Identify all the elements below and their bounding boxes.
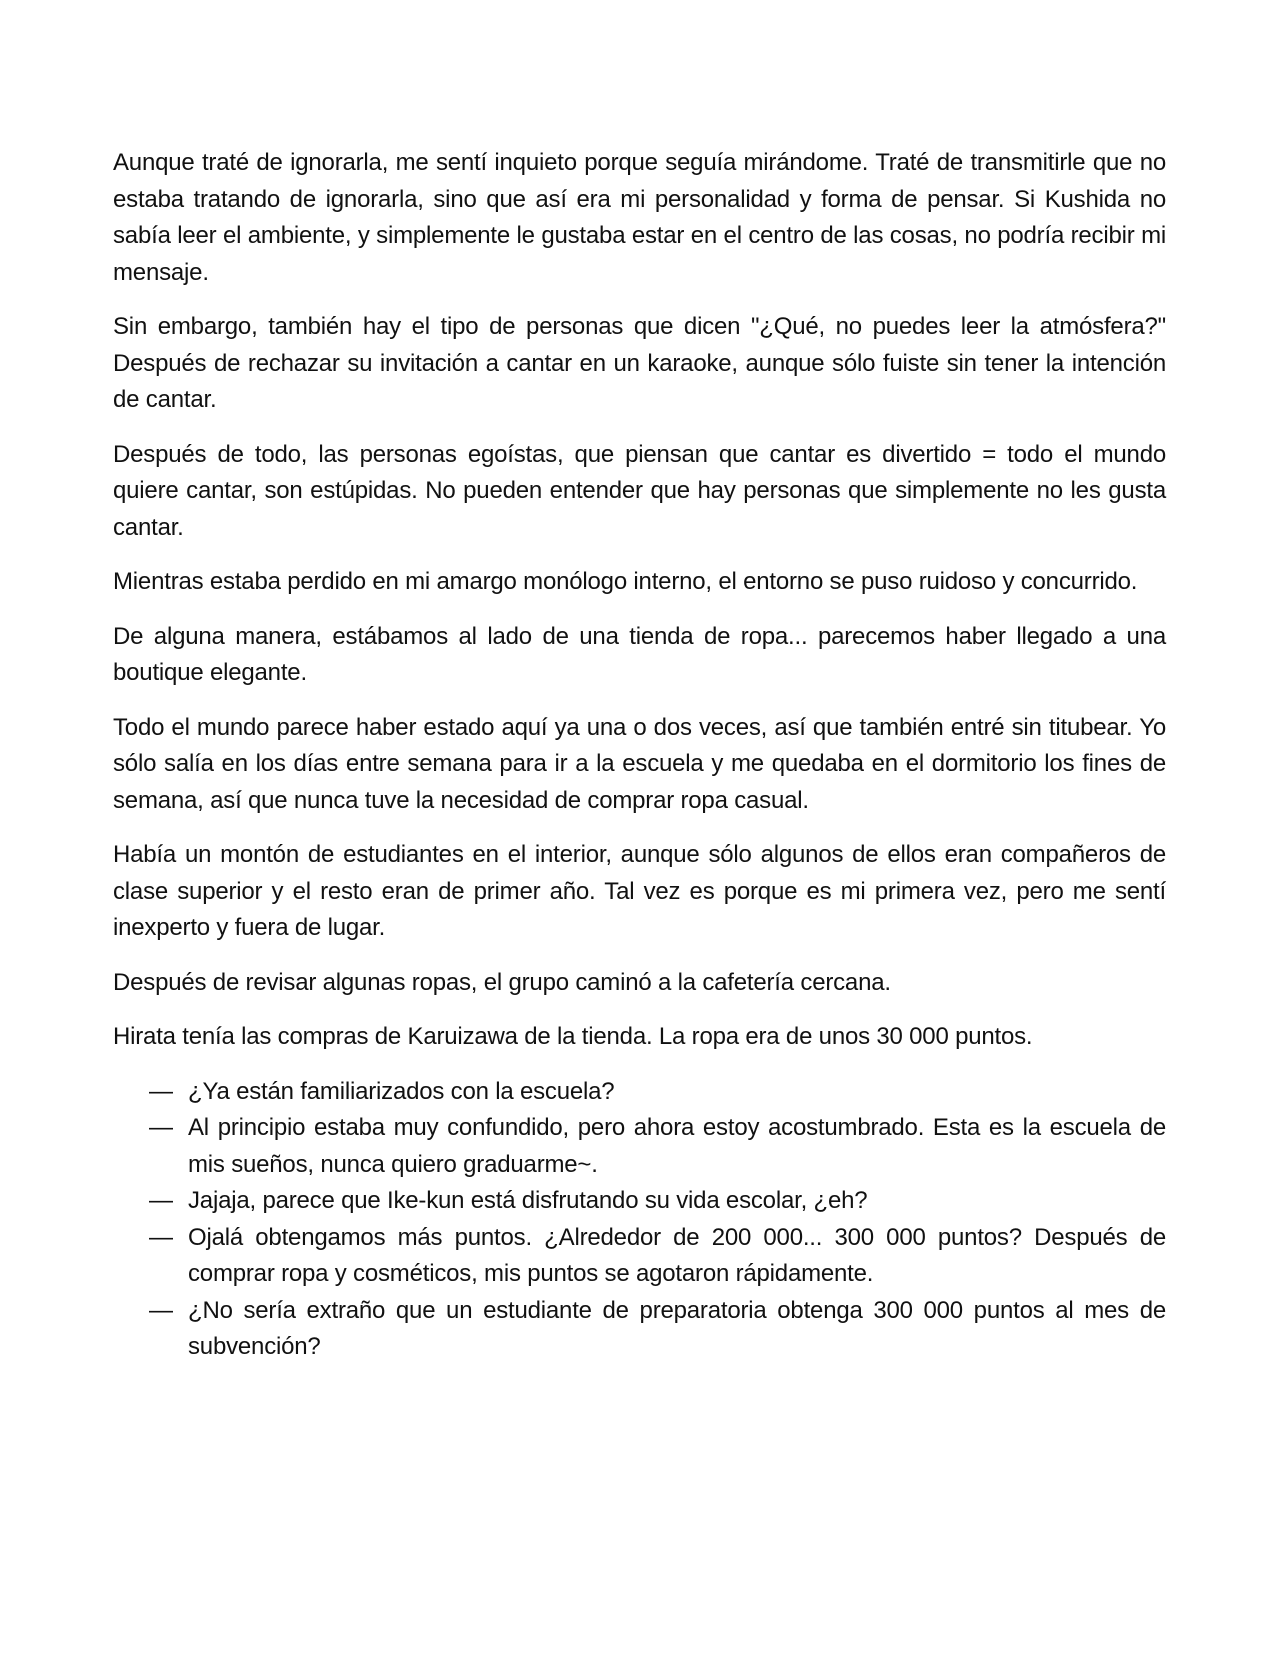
dash-marker: — — [149, 1187, 173, 1214]
dash-marker: — — [149, 1114, 173, 1141]
paragraph: Después de revisar algunas ropas, el grupo caminó a la cafetería cercana. — [113, 968, 891, 996]
paragraph: Después de todo, las personas egoístas, que piensan que cantar es divertido = todo el mundo quiere cantar, son estúpidas. No pueden entender que hay personas que simplemente no les gusta cantar. — [113, 440, 1166, 541]
paragraph: Mientras estaba perdido en mi amargo monólogo interno, el entorno se puso ruidoso y concurrido. — [113, 568, 1138, 595]
dialog-text: ¿Ya están familiarizados con la escuela? — [188, 1077, 615, 1105]
dash-marker: — — [149, 1077, 173, 1105]
paragraph: Sin embargo, también hay el tipo de personas que dicen "¿Qué, no puedes leer la atmósfera?" Después de rechazar su invitación a cantar en un karaoke, aunque sólo fuiste sin tener la intención de cantar. — [113, 313, 1166, 413]
dialog-text: Al principio estaba muy confundido, pero ahora estoy acostumbrado. Esta es la escuela de mis sueños, nunca quiero graduarme~. — [188, 1114, 1166, 1178]
paragraph: Aunque traté de ignorarla, me sentí inquieto porque seguía mirándome. Traté de transmitirle que no estaba tratando de ignorarla, sino que así era mi personalidad y forma de pensar. Si Kushida no sabía leer el ambiente, y simplemente le gustaba estar en el centro de las cosas, no podría recibir mi mensaje. — [113, 149, 1166, 286]
dash-marker: — — [149, 1296, 173, 1324]
dialog-text: Ojalá obtengamos más puntos. ¿Alrededor de 200 000... 300 000 puntos? Después de comprar ropa y cosméticos, mis puntos se agotaron rápidamente. — [188, 1223, 1166, 1287]
dialog-line — [113, 1074, 1166, 1111]
paragraph: De alguna manera, estábamos al lado de una tienda de ropa... parecemos haber llegado a una boutique elegante. — [113, 622, 1166, 686]
dialog-text: Jajaja, parece que Ike-kun está disfrutando su vida escolar, ¿eh? — [188, 1187, 868, 1214]
paragraph: Hirata tenía las compras de Karuizawa de la tienda. La ropa era de unos 30 000 puntos. — [113, 1023, 1033, 1050]
dialog-line — [113, 1293, 1166, 1366]
dialog-text: ¿No sería extraño que un estudiante de preparatoria obtenga 300 000 puntos al mes de subvención? — [188, 1296, 1166, 1360]
document-page — [113, 145, 1166, 1366]
dialog-line — [113, 1110, 1166, 1183]
paragraph: Había un montón de estudiantes en el interior, aunque sólo algunos de ellos eran compañeros de clase superior y el resto eran de primer año. Tal vez es porque es mi primera vez, pero me sentí inexperto y fuera de lugar. — [113, 841, 1166, 941]
dialog-list — [113, 1074, 1166, 1366]
dialog-line — [113, 1183, 1166, 1220]
dialog-line — [113, 1220, 1166, 1293]
paragraph: Todo el mundo parece haber estado aquí ya una o dos veces, así que también entré sin titubear. Yo sólo salía en los días entre semana para ir a la escuela y me quedaba en el dormitorio los fines de semana, así que nunca tuve la necesidad de comprar ropa casual. — [113, 713, 1166, 814]
dash-marker: — — [149, 1223, 173, 1251]
